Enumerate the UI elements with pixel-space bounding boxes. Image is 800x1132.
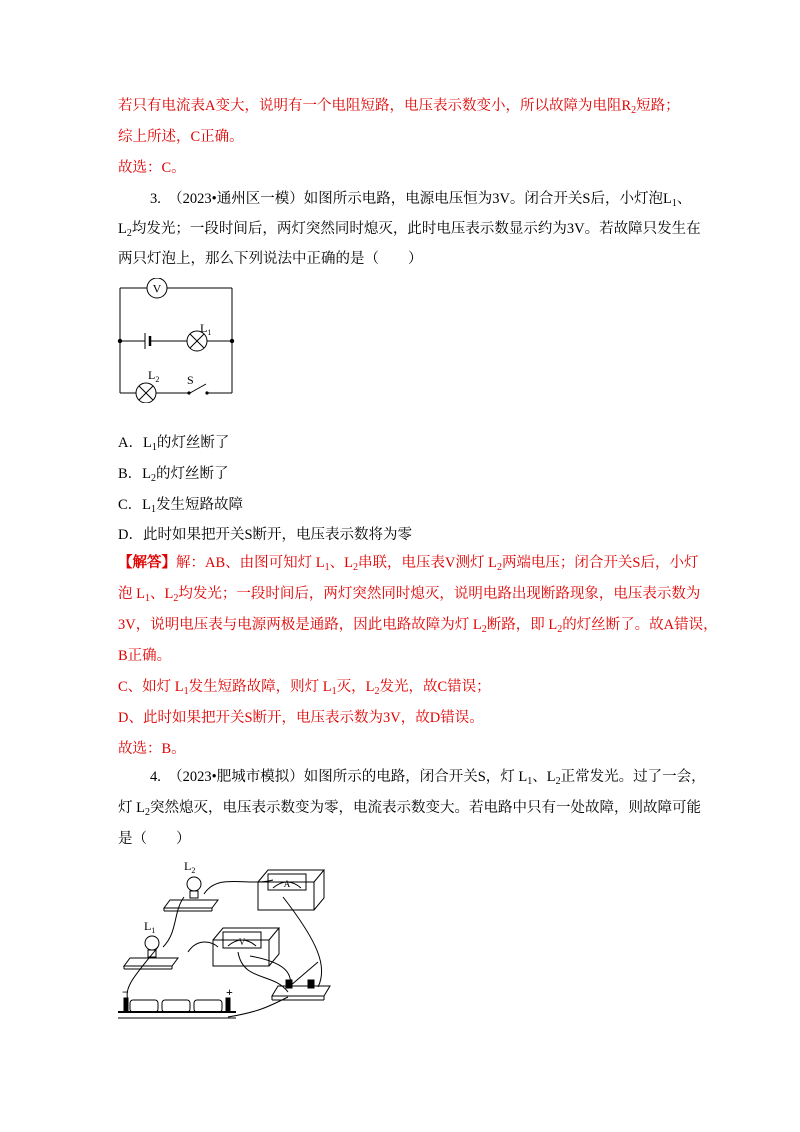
option-d: D．此时如果把开关S断开，电压表示数将为零 [118, 527, 413, 543]
question-3-line: 3. （2023•通州区一模）如图所示电路，电源电压恒为3V。闭合开关S后，小灯泡$L_1$、 [150, 191, 692, 209]
answer-line: 泡 $L_1$、$L_2$均发光；一段时间后，两灯突然同时熄灭，说明电路出现断路现象，电压表示数为 [118, 586, 701, 604]
circuit-diagram-1 [110, 278, 240, 403]
lamp-l1-label: $L_1$ [200, 321, 212, 337]
answer-line: D、此时如果把开关S断开，电压表示数为3V，故D错误。 [118, 710, 484, 726]
question-4-line: 灯 $L_2$突然熄灭，电压表示数变为零，电流表示数变大。若电路中只有一处故障，则故障可能 [118, 800, 701, 818]
voltmeter-label: V [238, 937, 246, 947]
lamp-l2-label: $L_2$ [148, 368, 160, 384]
question-3-line: $L_2$均发光；一段时间后，两灯突然同时熄灭，此时电压表示数显示约为3V。若故障只发生在 [118, 221, 701, 239]
bulb-l1-symbol [145, 936, 159, 950]
question-4-line: 4. （2023•肥城市模拟）如图所示的电路，闭合开关S，灯 $L_1$、$L_2$正常发光。过了一会， [150, 769, 706, 787]
text-line: 综上所述，C正确。 [118, 129, 244, 145]
answer-tag: 【解答】 [118, 555, 176, 571]
option-a: A．$L_1$的灯丝断了 [118, 435, 230, 453]
ammeter-label: A [283, 879, 291, 889]
option-b: B．$L_2$的灯丝断了 [118, 466, 229, 484]
text-line: 故选：C。 [118, 160, 186, 176]
voltmeter-label: V [152, 281, 162, 296]
circuit-diagram-2 [118, 852, 343, 1022]
question-4-line: 是（ ） [118, 831, 191, 847]
lamp-l2-label: $L_2$ [184, 859, 196, 875]
text-line: 若只有电流表A变大，说明有一个电阻短路，电压表示数变小，所以故障为电阻$R_2$短路； [118, 98, 680, 116]
bulb-l2-symbol [187, 877, 201, 891]
question-3-line: 两只灯泡上，那么下列说法中正确的是（ ） [118, 251, 423, 267]
battery-minus-label: − [122, 985, 129, 999]
option-c: C．$L_1$发生短路故障 [118, 497, 244, 515]
answer-line: 3V，说明电压表与电源两极是通路，因此电路故障为灯 $L_2$断路，即 $L_2$的灯丝断了。故A错误， [118, 617, 718, 635]
switch-label: S [187, 373, 194, 387]
answer-line: 【解答】解：AB、由图可知灯 $L_1$、$L_2$串联，电压表V测灯 $L_2$两端电压；闭合开关S后，小灯 [118, 555, 699, 573]
answer-line: 故选：B。 [118, 741, 186, 757]
lamp-l1-label: $L_1$ [144, 919, 156, 935]
answer-line: C、如灯 $L_1$发生短路故障，则灯 $L_1$灭，$L_2$发光，故C错误； [118, 679, 491, 697]
answer-line: B正确。 [118, 648, 172, 664]
battery-plus-label: + [226, 985, 233, 999]
